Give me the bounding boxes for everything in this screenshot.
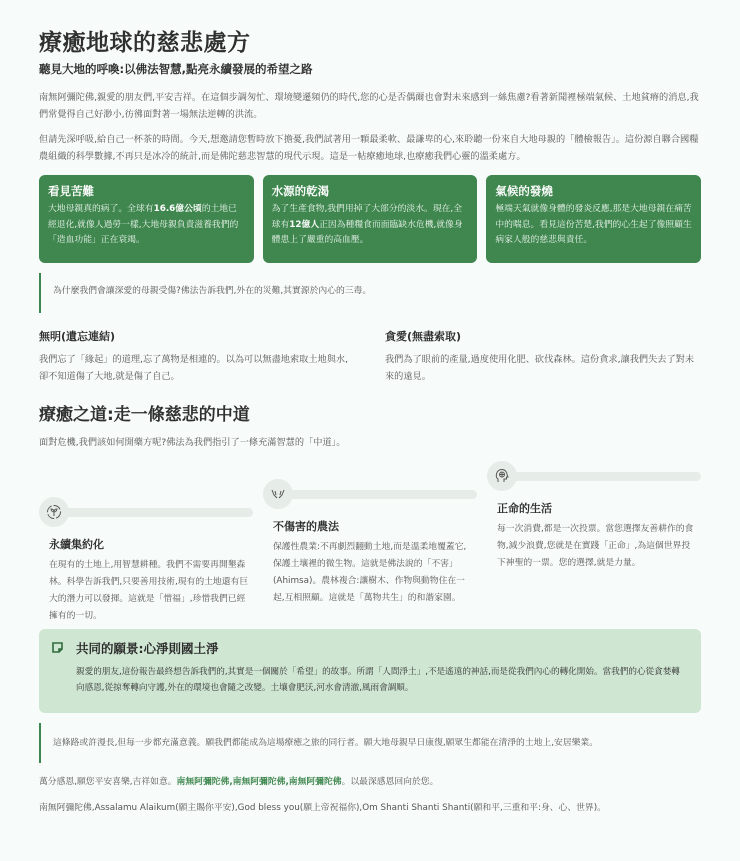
path-bar bbox=[39, 508, 253, 517]
card-text: 極端天氣就像身體的發炎反應,那是大地母親在痛苦中的喘息。看見這份苦楚,我們的心生起了像照顧生病家人般的慈悲與責任。 bbox=[495, 204, 692, 245]
middle-way-description: 面對危機,我們該如何開藥方呢?佛法為我們指引了一條充滿智慧的「中道」。 bbox=[39, 437, 346, 448]
poison-text: 我們為了眼前的產量,過度使用化肥、砍伐森林。這份貪求,讓我們失去了對未來的遠見。 bbox=[385, 354, 695, 382]
poisons-section bbox=[39, 329, 701, 385]
path-text: 在現有的土地上,用智慧耕種。我們不需要再開墾森林。科學告訴我們,只要善用技術,現有的土地還有巨大的潛力可以發揮。這就是「惜福」,珍惜我們已經擁有的一切。 bbox=[49, 560, 249, 621]
sprout-recycle-icon bbox=[39, 497, 69, 527]
vision-title: 共同的願景:心淨則國土淨 bbox=[76, 640, 219, 656]
caring-hands-icon bbox=[263, 479, 293, 509]
path-content bbox=[497, 501, 697, 572]
page-subtitle: 聽見大地的呼喚:以佛法智慧,點亮永續發展的希望之路 bbox=[39, 62, 313, 76]
path-title: 不傷害的農法 bbox=[273, 520, 339, 533]
path-title: 正命的生活 bbox=[497, 502, 552, 515]
shared-vision-box bbox=[39, 629, 701, 713]
mindful-head-icon bbox=[487, 461, 517, 491]
poison-title: 無明(遺忘連結) bbox=[39, 330, 116, 343]
three-poisons-quote: 為什麼我們會讓深愛的母親受傷?佛法告訴我們,外在的災難,其實源於內心的三毒。 bbox=[39, 273, 701, 313]
closing-quote: 這條路或許漫長,但每一步都充滿意義。願我們都能成為這場療癒之旅的同行者。願大地母親早日康復,願眾生都能在清淨的土地上,安居樂業。 bbox=[39, 723, 701, 763]
path-content bbox=[49, 537, 249, 625]
intro-paragraph-2: 但請先深呼吸,給自己一杯茶的時間。今天,想邀請您暫時放下擔憂,我們試著用一顆最柔軟、最謙卑的心,來聆聽一份來自大地母親的「體檢報告」。這份源自聯合國糧農組織的科學數據,不再只是冰冷的統計,而是佛陀慈悲智慧的現代示現。這是一帖療癒地球,也療癒我們心靈的溫柔處方。 bbox=[39, 134, 699, 162]
card-text: 為了生產食物,我們用掉了大部分的淡水。現在,全球有12億人正因為種糧食而面臨缺水危機,就像身體患上了嚴重的高血壓。 bbox=[271, 204, 463, 245]
card-text: 大地母親真的病了。全球有16.6億公頃的土地已經退化,就像人過勞一樣,大地母親負責滋養我們的「造血功能」正在衰竭。 bbox=[48, 204, 239, 245]
middle-way-heading: 療癒之道:走一條慈悲的中道 bbox=[39, 405, 250, 425]
vision-text: 親愛的朋友,這份報告最終想告訴我們的,其實是一個關於「希望」的故事。所謂「人間淨土」,不是遙遠的神話,而是從我們內心的轉化開始。當我們的心從貪婪轉向感恩,從掠奪轉向守護,外在的環境也會隨之改變。土壤會肥沃,河水會清澈,風雨會調順。 bbox=[76, 667, 680, 693]
card-water-thirst bbox=[263, 175, 478, 263]
poison-text: 我們忘了「緣起」的道理,忘了萬物是相連的。以為可以無盡地索取土地與水,卻不知道傷了大地,就是傷了自己。 bbox=[39, 354, 349, 382]
interfaith-blessing: 南無阿彌陀佛,Assalamu Alaikum(願主賜你平安),God bless you(願上帝祝福你),Om Shanti Shanti Shanti(願和平,三重和平:身、心、世界)。 bbox=[39, 803, 606, 813]
suffering-cards bbox=[39, 175, 701, 263]
amitabha-chant: 南無阿彌陀佛,南無阿彌陀佛,南無阿彌陀佛 bbox=[176, 777, 342, 787]
path-text: 保護性農業:不再劇烈翻動土地,而是溫柔地覆蓋它,保護土壤裡的微生物。這就是佛法說的「不害」(Ahimsa)。農林複合:讓樹木、作物與動物住在一起,互相照顧。這就是「萬物共生」的和諧家園。 bbox=[273, 542, 467, 603]
card-title: 水源的乾渴 bbox=[271, 184, 330, 198]
thanks-line: 萬分感恩,願您平安喜樂,吉祥如意。南無阿彌陀佛,南無阿彌陀佛,南無阿彌陀佛。以最深感恩回向於您。 bbox=[39, 777, 439, 787]
page-title: 療癒地球的慈悲處方 bbox=[39, 30, 251, 56]
path-bar bbox=[263, 490, 477, 499]
poison-greed bbox=[385, 329, 701, 385]
path-title: 永續集約化 bbox=[49, 538, 104, 551]
path-text: 每一次消費,都是一次投票。當您選擇友善耕作的食物,減少浪費,您就是在實踐「正命」,為這個世界投下神聖的一票。您的選擇,就是力量。 bbox=[497, 524, 694, 568]
path-content bbox=[273, 519, 473, 607]
intro-paragraph-1: 南無阿彌陀佛,親愛的朋友們,平安吉祥。在這個步調匆忙、環境變遷頻仍的時代,您的心是否偶爾也會對未來感到一絲焦慮?看著新聞裡極端氣候、土地貧瘠的消息,我們常覺得自己好渺小,彷彿面對著一場無法逆轉的洪流。 bbox=[39, 92, 699, 120]
poison-ignorance bbox=[39, 329, 355, 385]
note-icon bbox=[51, 639, 64, 658]
middle-way-paths bbox=[39, 461, 701, 621]
poison-title: 貪愛(無盡索取) bbox=[385, 330, 462, 343]
vision-header bbox=[51, 639, 686, 658]
card-seeing-suffering bbox=[39, 175, 254, 263]
path-bar bbox=[487, 472, 701, 481]
card-climate-fever bbox=[486, 175, 701, 263]
card-title: 氣候的發燒 bbox=[495, 184, 553, 198]
card-title: 看見苦難 bbox=[48, 184, 94, 198]
